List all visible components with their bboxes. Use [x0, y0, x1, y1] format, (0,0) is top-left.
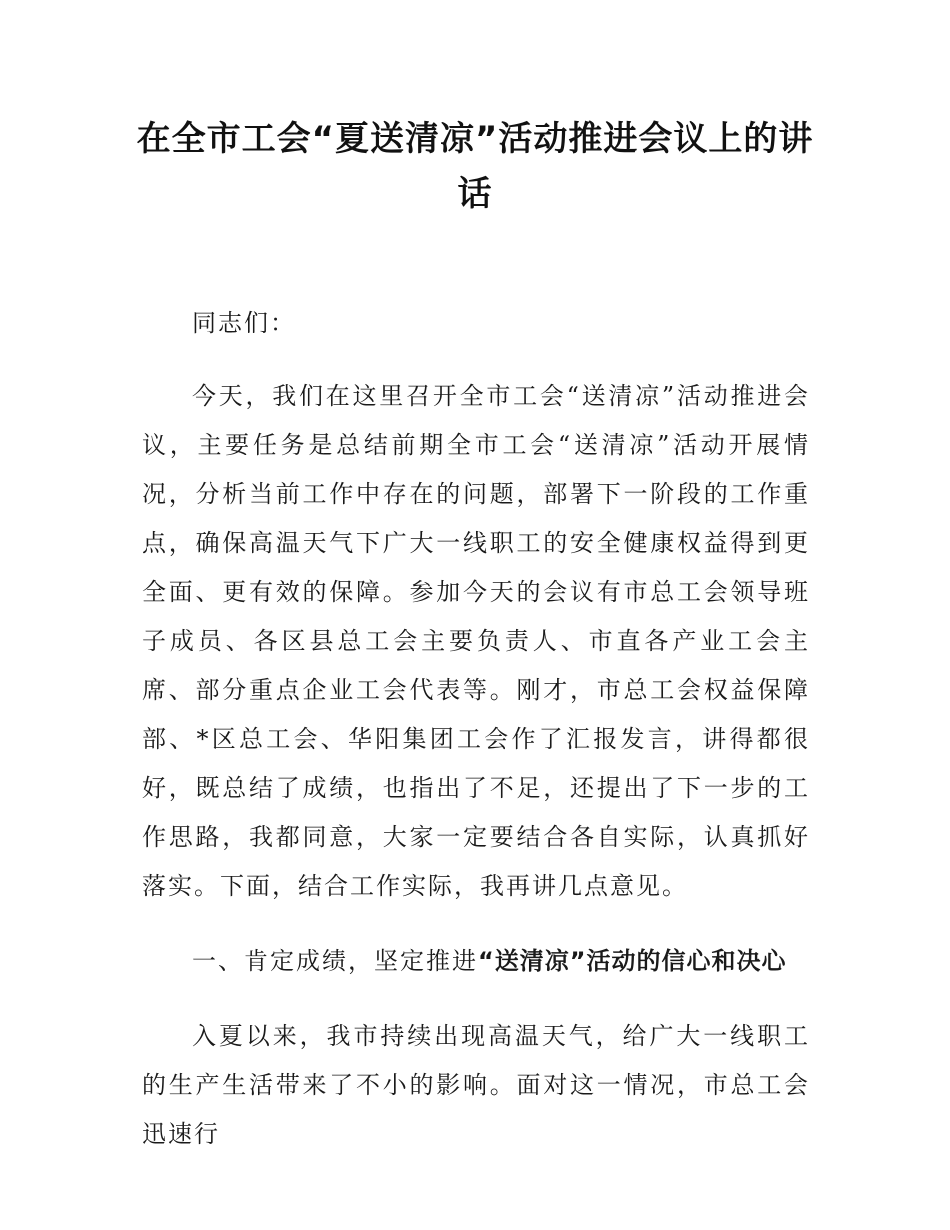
document-title: 在全市工会“夏送清凉”活动推进会议上的讲话	[136, 119, 814, 214]
section-heading-prefix: 一、肯定成绩，坚定推进	[192, 947, 478, 975]
greeting: 同志们：	[192, 309, 296, 337]
document-body	[142, 299, 810, 1185]
section-heading-emphasis: “送清凉”活动的信心和决心	[478, 947, 787, 975]
paragraph: 入夏以来，我市持续出现高温天气，给广大一线职工的生产生活带来了不小的影响。面对这一情况，市总工会迅速行	[142, 1022, 810, 1148]
section-heading	[142, 937, 810, 986]
paragraph: 今天，我们在这里召开全市工会“送清凉”活动推进会议，主要任务是总结前期全市工会“送清凉”活动开展情况，分析当前工作中存在的问题，部署下一阶段的工作重点，确保高温天气下广大一线职工的安全健康权益得到更全面、更有效的保障。参加今天的会议有市总工会领导班子成员、各区县总工会主要负责人、市直各产业工会主席、部分重点企业工会代表等。刚才，市总工会权益保障部、*区总工会、华阳集团工会作了汇报发言，讲得都很好，既总结了成绩，也指出了不足，还提出了下一步的工作思路，我都同意，大家一定要结合各自实际，认真抓好落实。下面，结合工作实际，我再讲几点意见。	[142, 382, 810, 900]
